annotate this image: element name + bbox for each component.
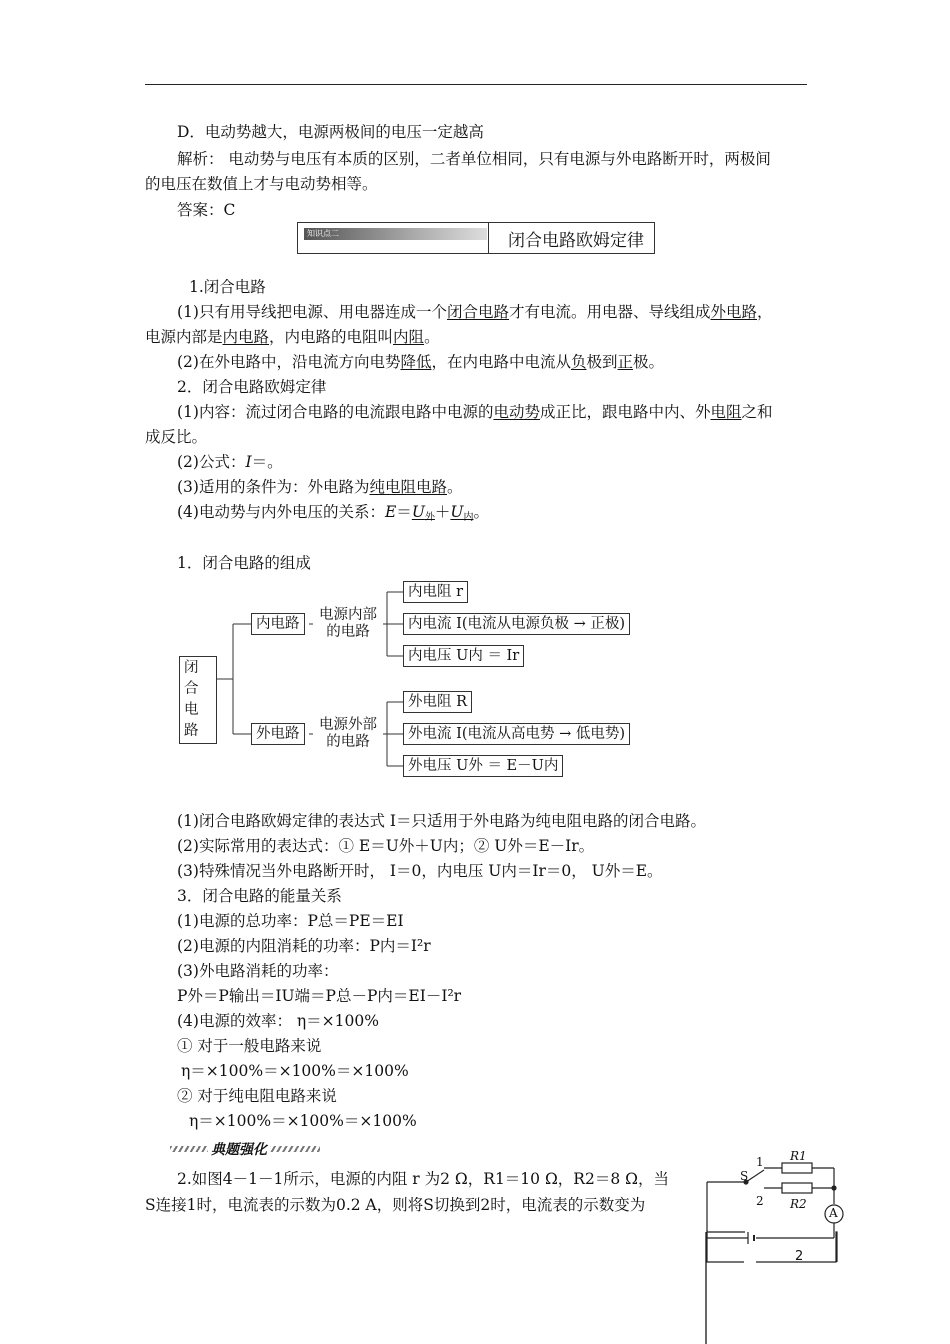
terminal-1-label: 1 (756, 1155, 764, 1169)
note-2: (2)实际常用的表达式：① E＝U外＋U内；② U外＝E－Ir。 (177, 837, 595, 855)
page-number: 2 (795, 1249, 804, 1264)
energy-5: (4)电源的效率： η＝×100% (177, 1012, 379, 1030)
problem-line-2: S连接1时，电流表的示数为0.2 A，则将S切换到2时，电流表的示数变为 (145, 1196, 646, 1214)
sec1-p1: (1)只有用导线把电源、用电器连成一个闭合电路才有电流。用电器、导线组成外电路， (177, 303, 773, 321)
energy-6: ① 对于一般电路来说 (177, 1037, 322, 1055)
outer-item: 外电阻 R (403, 691, 472, 713)
switch-label: S (740, 1169, 749, 1183)
energy-1: (1)电源的总功率：P总＝PE＝EI (177, 912, 404, 930)
sec2-p5: (4)电动势与内外电压的关系：$E=U_外+U_内$。 (177, 503, 489, 523)
problem-line-1: 2.如图4－1－1所示，电源的内阻 r 为2 Ω，R1＝10 Ω，R2＝8 Ω，当 (177, 1170, 669, 1188)
diagram-outer-desc: 电源外部 的电路 (319, 717, 377, 750)
sec2-p1: (1)内容：流过闭合电路的电流跟电路中电源的电动势成正比，跟电路中内、外电阻之和 (177, 403, 773, 421)
r2-label: R2 (790, 1197, 807, 1211)
energy-heading: 3．闭合电路的能量关系 (177, 887, 342, 905)
note-3: (3)特殊情况当外电路断开时， I＝0，内电压 U内＝Ir＝0， U外＝E。 (177, 862, 663, 880)
sec2-p3: (2)公式：I＝。 (177, 453, 283, 471)
energy-8: ② 对于纯电阻电路来说 (177, 1087, 337, 1105)
inner-item: 内电阻 r (403, 581, 468, 603)
banner-text: 典题强化 (208, 1139, 270, 1159)
sec2-p4: (3)适用的条件为：外电路为纯电阻电路。 (177, 478, 463, 496)
inner-item: 内电压 U内 ＝ Ir (403, 645, 524, 667)
sec1-p3: (2)在外电路中，沿电流方向电势降低，在内电路中电流从负极到正极。 (177, 353, 665, 371)
diagram-inner-desc: 电源内部 的电路 (319, 607, 377, 640)
energy-3: (3)外电路消耗的功率： (177, 962, 339, 980)
sec2-p2: 成反比。 (145, 428, 208, 446)
sec2-heading: 2．闭合电路欧姆定律 (177, 378, 327, 396)
answer: 答案：C (177, 201, 236, 219)
note-1: (1)闭合电路欧姆定律的表达式 I＝只适用于外电路为纯电阻电路的闭合电路。 (177, 812, 707, 830)
diagram-heading: 1．闭合电路的组成 (177, 554, 311, 572)
knowledge-title: 闭合电路欧姆定律 (508, 231, 644, 251)
circuit-schematic (704, 1148, 844, 1248)
sec1-heading: 1.闭合电路 (189, 278, 266, 296)
terminal-2-label: 2 (756, 1194, 764, 1208)
ammeter-label: A (829, 1206, 838, 1220)
inner-item: 内电流 I(电流从电源负极 → 正极) (403, 613, 630, 635)
diagram-inner-node: 内电路 (251, 613, 305, 635)
analysis-line-2: 的电压在数值上才与电动势相等。 (145, 175, 378, 193)
option-d: D．电动势越大，电源两极间的电压一定越高 (177, 123, 484, 141)
diagram-outer-node: 外电路 (251, 723, 305, 745)
energy-2: (2)电源的内阻消耗的功率：P内＝I²r (177, 937, 431, 955)
knowledge-tag: 知识点二 (304, 228, 487, 240)
energy-9: η＝×100%＝×100%＝×100% (189, 1112, 417, 1130)
analysis-line-1: 解析： 电动势与电压有本质的区别，二者单位相同，只有电源与外电路断开时，两极间 (177, 150, 771, 168)
diagram-root: 闭合 电路 (179, 656, 217, 744)
r1-label: R1 (790, 1149, 807, 1163)
sec1-p2: 电源内部是内电路，内电路的电阻叫内阻。 (145, 328, 440, 346)
energy-7: η＝×100%＝×100%＝×100% (181, 1062, 409, 1080)
outer-item: 外电流 I(电流从高电势 → 低电势) (403, 723, 630, 745)
outer-item: 外电压 U外 ＝ E－U内 (403, 755, 563, 777)
energy-4: P外＝P输出＝IU端＝P总－P内＝EI－I²r (177, 987, 462, 1005)
